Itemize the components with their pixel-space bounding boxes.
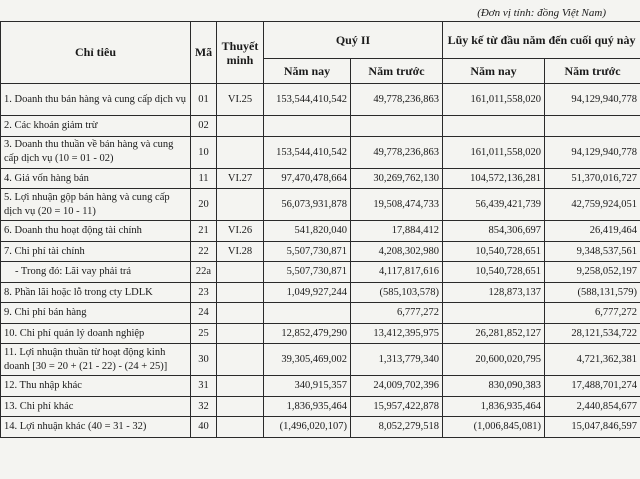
row-ytd-last-year: 94,129,940,778 bbox=[545, 136, 640, 168]
header-indicator: Chỉ tiêu bbox=[1, 22, 191, 84]
row-label: 14. Lợi nhuận khác (40 = 31 - 32) bbox=[1, 417, 191, 438]
header-ytd-this-year: Năm nay bbox=[443, 59, 545, 84]
row-note bbox=[217, 396, 264, 417]
row-quarter-last-year: 8,052,279,518 bbox=[351, 417, 443, 438]
row-ytd-last-year bbox=[545, 116, 640, 137]
row-ytd-last-year: 17,488,701,274 bbox=[545, 376, 640, 397]
income-statement-table bbox=[0, 21, 640, 438]
header-quarter: Quý II bbox=[264, 22, 443, 59]
row-code: 32 bbox=[191, 396, 217, 417]
row-ytd-this-year: 854,306,697 bbox=[443, 221, 545, 242]
row-quarter-this-year: 153,544,410,542 bbox=[264, 84, 351, 116]
row-quarter-last-year: 49,778,236,863 bbox=[351, 136, 443, 168]
row-label: 12. Thu nhập khác bbox=[1, 376, 191, 397]
row-ytd-last-year: 15,047,846,597 bbox=[545, 417, 640, 438]
table-row bbox=[1, 116, 640, 137]
row-ytd-last-year: 4,721,362,381 bbox=[545, 344, 640, 376]
row-label: 9. Chi phí bán hàng bbox=[1, 303, 191, 324]
row-quarter-this-year: 56,073,931,878 bbox=[264, 189, 351, 221]
row-note: VI.26 bbox=[217, 221, 264, 242]
table-row bbox=[1, 189, 640, 221]
row-quarter-this-year: 340,915,357 bbox=[264, 376, 351, 397]
row-code: 02 bbox=[191, 116, 217, 137]
row-code: 23 bbox=[191, 282, 217, 303]
row-code: 21 bbox=[191, 221, 217, 242]
row-ytd-this-year: 830,090,383 bbox=[443, 376, 545, 397]
header-row-top bbox=[1, 22, 640, 59]
row-quarter-this-year: 541,820,040 bbox=[264, 221, 351, 242]
row-quarter-last-year: 30,269,762,130 bbox=[351, 168, 443, 189]
row-quarter-last-year: 19,508,474,733 bbox=[351, 189, 443, 221]
row-quarter-last-year: 24,009,702,396 bbox=[351, 376, 443, 397]
row-quarter-this-year: 1,836,935,464 bbox=[264, 396, 351, 417]
table-row bbox=[1, 168, 640, 189]
row-quarter-this-year: (1,496,020,107) bbox=[264, 417, 351, 438]
row-quarter-this-year: 5,507,730,871 bbox=[264, 241, 351, 262]
row-ytd-last-year: (588,131,579) bbox=[545, 282, 640, 303]
row-ytd-last-year: 51,370,016,727 bbox=[545, 168, 640, 189]
table-row bbox=[1, 376, 640, 397]
table-row bbox=[1, 282, 640, 303]
row-quarter-last-year: 49,778,236,863 bbox=[351, 84, 443, 116]
row-quarter-this-year bbox=[264, 303, 351, 324]
header-note: Thuyết minh bbox=[217, 22, 264, 84]
row-label: - Trong đó: Lãi vay phải trả bbox=[1, 262, 191, 283]
table-row bbox=[1, 262, 640, 283]
row-code: 40 bbox=[191, 417, 217, 438]
row-note bbox=[217, 136, 264, 168]
row-note bbox=[217, 282, 264, 303]
row-quarter-this-year: 39,305,469,002 bbox=[264, 344, 351, 376]
row-quarter-last-year: 13,412,395,975 bbox=[351, 323, 443, 344]
row-ytd-last-year: 9,348,537,561 bbox=[545, 241, 640, 262]
row-quarter-this-year: 5,507,730,871 bbox=[264, 262, 351, 283]
row-code: 24 bbox=[191, 303, 217, 324]
row-quarter-this-year: 97,470,478,664 bbox=[264, 168, 351, 189]
row-ytd-this-year: 1,836,935,464 bbox=[443, 396, 545, 417]
row-ytd-this-year: 56,439,421,739 bbox=[443, 189, 545, 221]
table-row bbox=[1, 303, 640, 324]
row-label: 1. Doanh thu bán hàng và cung cấp dịch vụ bbox=[1, 84, 191, 116]
row-note bbox=[217, 189, 264, 221]
row-quarter-last-year: (585,103,578) bbox=[351, 282, 443, 303]
row-label: 4. Giá vốn hàng bán bbox=[1, 168, 191, 189]
table-row bbox=[1, 344, 640, 376]
row-label: 7. Chi phí tài chính bbox=[1, 241, 191, 262]
row-code: 31 bbox=[191, 376, 217, 397]
header-ytd-last-year: Năm trước bbox=[545, 59, 640, 84]
table-row bbox=[1, 221, 640, 242]
table-row bbox=[1, 136, 640, 168]
row-note: VI.25 bbox=[217, 84, 264, 116]
row-ytd-this-year: 104,572,136,281 bbox=[443, 168, 545, 189]
row-ytd-this-year: 161,011,558,020 bbox=[443, 84, 545, 116]
row-code: 25 bbox=[191, 323, 217, 344]
row-quarter-last-year bbox=[351, 116, 443, 137]
row-quarter-last-year: 1,313,779,340 bbox=[351, 344, 443, 376]
row-code: 22 bbox=[191, 241, 217, 262]
row-code: 30 bbox=[191, 344, 217, 376]
row-ytd-this-year: 26,281,852,127 bbox=[443, 323, 545, 344]
table-row bbox=[1, 396, 640, 417]
table-body bbox=[1, 84, 640, 438]
row-label: 5. Lợi nhuận gộp bán hàng và cung cấp dịch vụ (20 = 10 - 11) bbox=[1, 189, 191, 221]
row-ytd-this-year: (1,006,845,081) bbox=[443, 417, 545, 438]
row-ytd-last-year: 9,258,052,197 bbox=[545, 262, 640, 283]
header-q-this-year: Năm nay bbox=[264, 59, 351, 84]
row-note: VI.28 bbox=[217, 241, 264, 262]
row-quarter-this-year: 12,852,479,290 bbox=[264, 323, 351, 344]
row-quarter-last-year: 6,777,272 bbox=[351, 303, 443, 324]
row-quarter-last-year: 15,957,422,878 bbox=[351, 396, 443, 417]
row-ytd-this-year: 161,011,558,020 bbox=[443, 136, 545, 168]
table-row bbox=[1, 323, 640, 344]
row-code: 10 bbox=[191, 136, 217, 168]
row-note bbox=[217, 417, 264, 438]
unit-note: (Đơn vị tính: đồng Việt Nam) bbox=[477, 7, 606, 19]
row-code: 22a bbox=[191, 262, 217, 283]
row-ytd-this-year bbox=[443, 116, 545, 137]
row-note: VI.27 bbox=[217, 168, 264, 189]
row-note bbox=[217, 303, 264, 324]
row-ytd-this-year: 128,873,137 bbox=[443, 282, 545, 303]
row-quarter-last-year: 17,884,412 bbox=[351, 221, 443, 242]
row-label: 8. Phần lãi hoặc lỗ trong cty LDLK bbox=[1, 282, 191, 303]
row-quarter-last-year: 4,117,817,616 bbox=[351, 262, 443, 283]
header-ytd: Lũy kế từ đầu năm đến cuối quý này bbox=[443, 22, 640, 59]
row-ytd-last-year: 26,419,464 bbox=[545, 221, 640, 242]
row-note bbox=[217, 262, 264, 283]
row-ytd-this-year: 10,540,728,651 bbox=[443, 262, 545, 283]
header-code: Mã bbox=[191, 22, 217, 84]
row-ytd-last-year: 94,129,940,778 bbox=[545, 84, 640, 116]
table-row bbox=[1, 241, 640, 262]
table-row bbox=[1, 417, 640, 438]
row-quarter-this-year: 1,049,927,244 bbox=[264, 282, 351, 303]
row-label: 3. Doanh thu thuần về bán hàng và cung cấp dịch vụ (10 = 01 - 02) bbox=[1, 136, 191, 168]
row-label: 2. Các khoản giảm trừ bbox=[1, 116, 191, 137]
row-ytd-this-year: 10,540,728,651 bbox=[443, 241, 545, 262]
row-note bbox=[217, 116, 264, 137]
table-row bbox=[1, 84, 640, 116]
row-ytd-last-year: 2,440,854,677 bbox=[545, 396, 640, 417]
row-ytd-this-year bbox=[443, 303, 545, 324]
row-note bbox=[217, 323, 264, 344]
row-note bbox=[217, 344, 264, 376]
row-code: 20 bbox=[191, 189, 217, 221]
row-label: 13. Chi phí khác bbox=[1, 396, 191, 417]
row-quarter-this-year bbox=[264, 116, 351, 137]
row-quarter-this-year: 153,544,410,542 bbox=[264, 136, 351, 168]
header-q-last-year: Năm trước bbox=[351, 59, 443, 84]
row-label: 10. Chi phí quản lý doanh nghiệp bbox=[1, 323, 191, 344]
row-code: 01 bbox=[191, 84, 217, 116]
row-label: 6. Doanh thu hoạt động tài chính bbox=[1, 221, 191, 242]
row-note bbox=[217, 376, 264, 397]
row-ytd-last-year: 6,777,272 bbox=[545, 303, 640, 324]
row-code: 11 bbox=[191, 168, 217, 189]
row-label: 11. Lợi nhuận thuần từ hoạt động kinh doanh [30 = 20 + (21 - 22) - (24 + 25)] bbox=[1, 344, 191, 376]
row-ytd-this-year: 20,600,020,795 bbox=[443, 344, 545, 376]
row-ytd-last-year: 28,121,534,722 bbox=[545, 323, 640, 344]
row-quarter-last-year: 4,208,302,980 bbox=[351, 241, 443, 262]
row-ytd-last-year: 42,759,924,051 bbox=[545, 189, 640, 221]
